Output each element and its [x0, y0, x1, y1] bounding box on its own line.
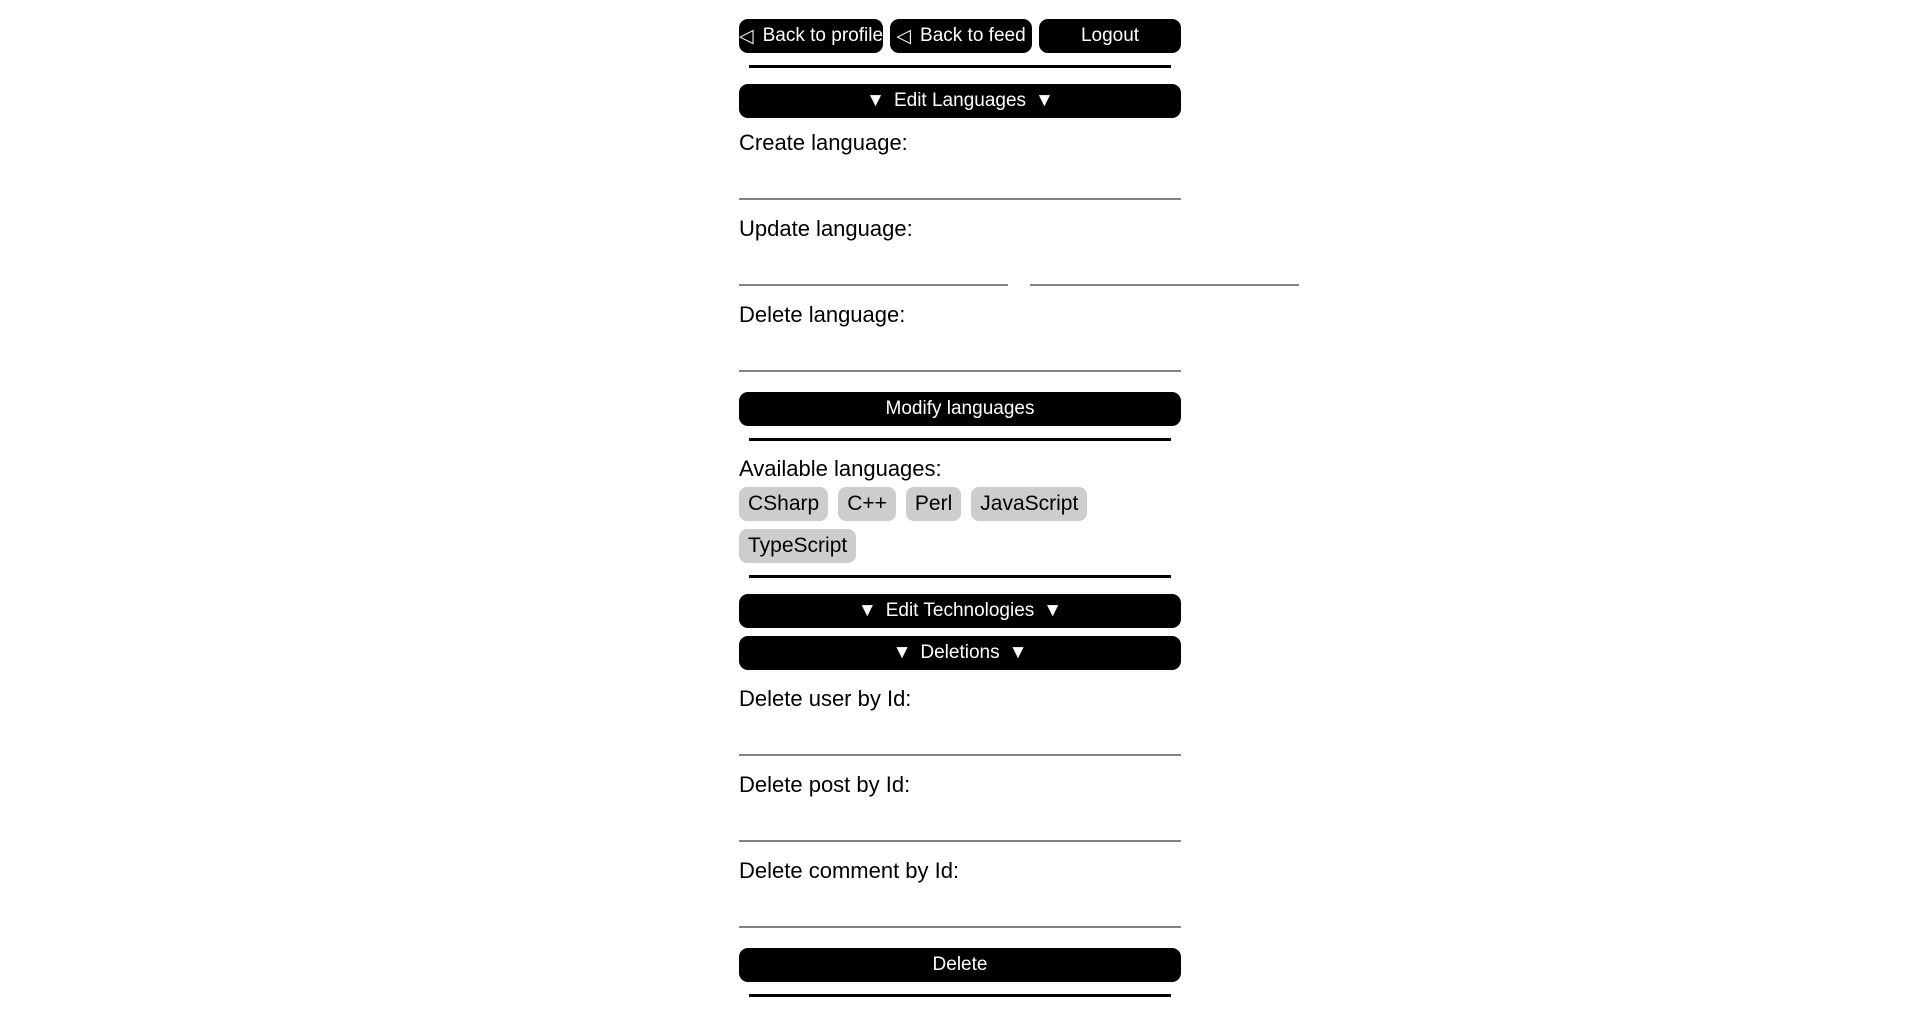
update-language-label: Update language: [739, 216, 913, 241]
logout-label: Logout [1080, 25, 1140, 46]
delete-language-label: Delete language: [739, 302, 906, 327]
edit-languages-toggle[interactable] [739, 84, 1181, 118]
back-to-feed-button[interactable] [890, 19, 1032, 53]
edit-technologies-toggle[interactable] [739, 594, 1181, 628]
back-to-feed-label: Back to feed [920, 25, 1026, 46]
language-tag: TypeScript [739, 529, 856, 563]
edit-languages-toggle-label: Edit Languages [893, 90, 1027, 111]
triangle-down-icon: ▼ [1035, 90, 1054, 111]
triangle-left-icon: ◁ [896, 25, 912, 47]
modify-languages-button[interactable] [739, 392, 1181, 426]
section-divider [749, 65, 1171, 68]
triangle-down-icon: ▼ [857, 600, 877, 621]
delete-post-id-input[interactable] [739, 798, 1181, 842]
back-to-profile-label: Back to profile [762, 25, 884, 46]
edit-technologies-toggle-label: Edit Technologies [885, 600, 1035, 621]
languages-section [739, 130, 1181, 578]
section-divider [749, 575, 1171, 578]
delete-language-input[interactable] [739, 328, 1181, 372]
language-tag: CSharp [739, 487, 828, 521]
delete-user-id-input[interactable] [739, 712, 1181, 756]
delete-user-label: Delete user by Id: [739, 686, 912, 711]
triangle-down-icon: ▼ [1008, 642, 1028, 663]
update-language-fields [739, 242, 1181, 286]
language-tag: Perl [906, 487, 961, 521]
back-to-profile-button[interactable] [739, 19, 883, 53]
triangle-down-icon: ▼ [892, 642, 912, 663]
triangle-left-icon: ◁ [739, 25, 754, 47]
logout-button[interactable] [1039, 19, 1181, 53]
section-divider [749, 438, 1171, 441]
admin-panel [739, 0, 1181, 997]
deletions-section [739, 686, 1181, 997]
delete-comment-id-input[interactable] [739, 884, 1181, 928]
delete-button[interactable] [739, 948, 1181, 982]
top-nav [739, 19, 1181, 53]
delete-post-label: Delete post by Id: [739, 772, 911, 797]
section-divider [749, 994, 1171, 997]
triangle-down-icon: ▼ [1043, 600, 1063, 621]
create-language-label: Create language: [739, 130, 908, 155]
language-tag: JavaScript [971, 487, 1087, 521]
delete-button-label: Delete [932, 954, 988, 975]
triangle-down-icon: ▼ [866, 90, 885, 111]
available-languages-list [739, 487, 1181, 563]
delete-comment-label: Delete comment by Id: [739, 858, 960, 883]
update-language-old-input[interactable] [739, 242, 1008, 286]
create-language-input[interactable] [739, 156, 1181, 200]
deletions-toggle[interactable] [739, 636, 1181, 670]
available-languages-label: Available languages: [739, 456, 942, 481]
update-language-new-input[interactable] [1030, 242, 1299, 286]
deletions-toggle-label: Deletions [920, 642, 1000, 663]
language-tag: C++ [838, 487, 896, 521]
modify-languages-label: Modify languages [885, 398, 1035, 419]
